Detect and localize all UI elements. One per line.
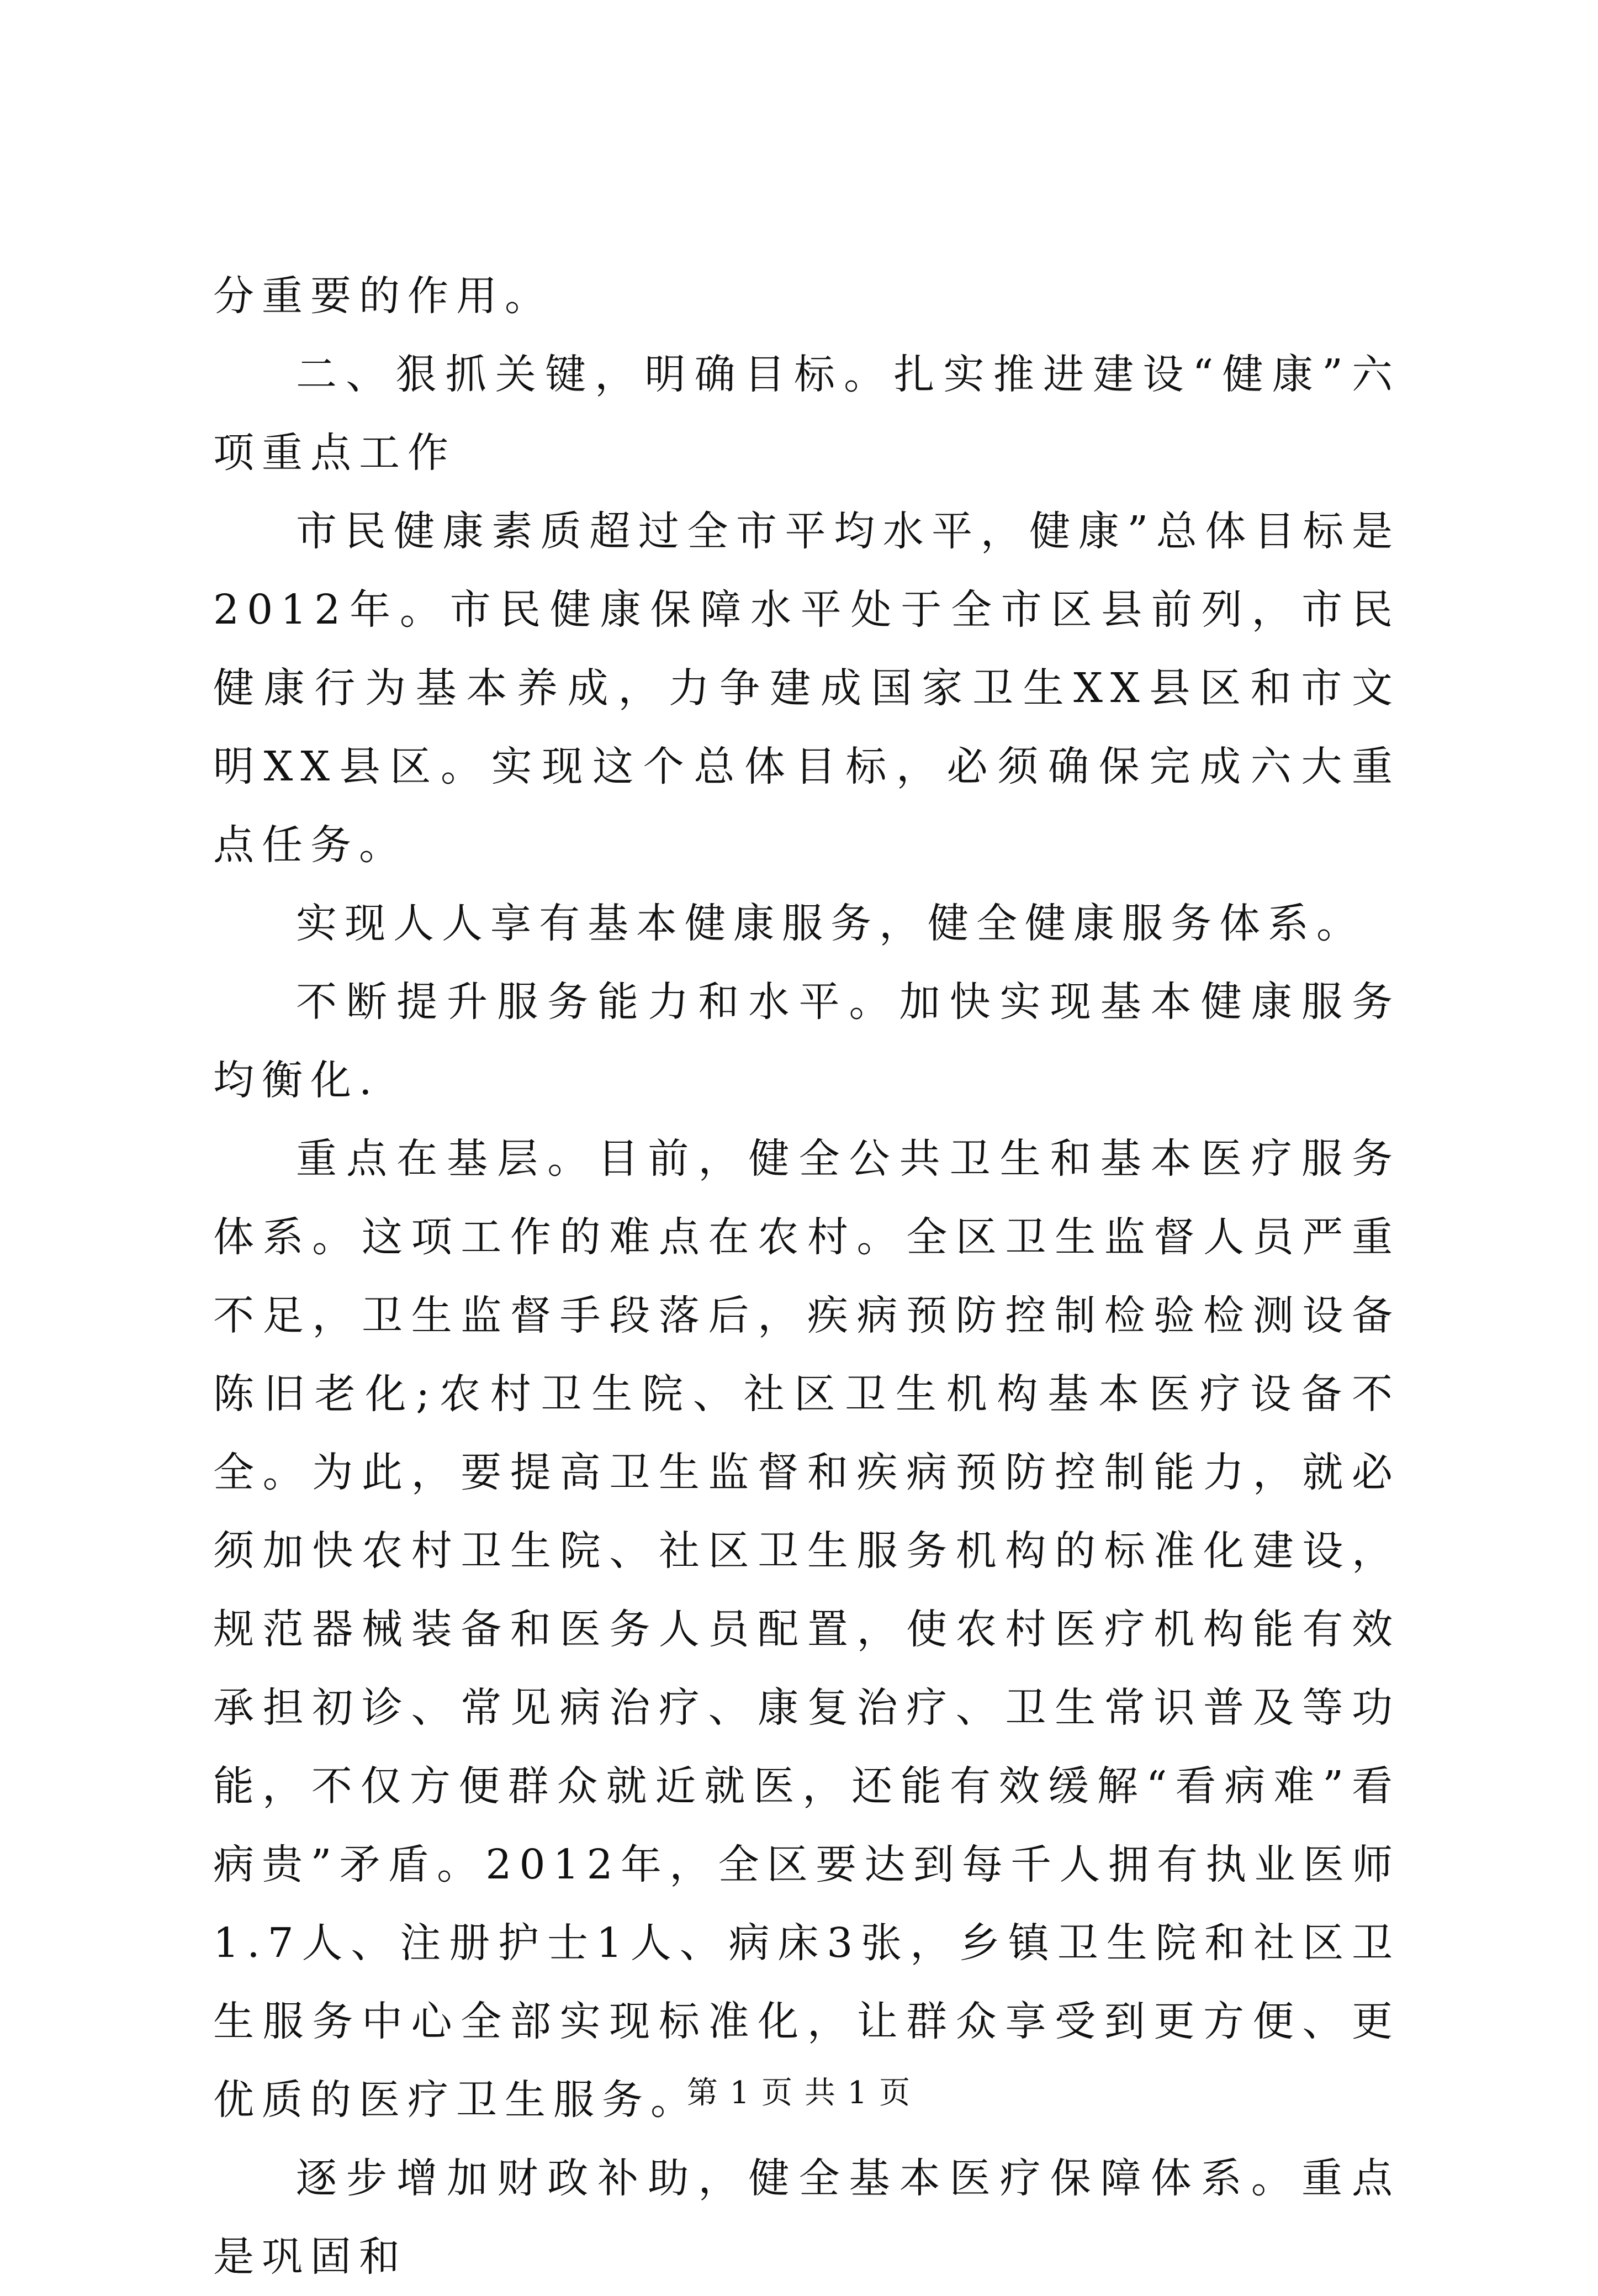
paragraph-1: 分重要的作用。: [213, 272, 553, 320]
paragraph-4: 实现人人享有基本健康服务，健全健康服务体系。: [296, 900, 1365, 947]
paragraph-5: 不断提升服务能力和水平。加快实现基本健康服务均衡化.: [213, 978, 1400, 1104]
page-footer: 第 1 页 共 1 页: [686, 2075, 912, 2111]
paragraph-7: 逐步增加财政补助，健全基本医疗保障体系。重点是巩固和: [213, 2155, 1400, 2281]
paragraph-2: 二、狠抓关键，明确目标。扎实推进建设“健康”六项重点工作: [213, 351, 1400, 477]
paragraph-6: 重点在基层。目前，健全公共卫生和基本医疗服务体系。这项工作的难点在农村。全区卫生监督人员严重不足，卫生监督手段落后，疾病预防控制检验检测设备陈旧老化;农村卫生院、社区卫生机构基本医疗设备不全。为此，要提高卫生监督和疾病预防控制能力，就必须加快农村卫生院、社区卫生服务机构的标准化建设，规范器械装备和医务人员配置，使农村医疗机构能有效承担初诊、常见病治疗、康复治疗、卫生常识普及等功能，不仅方便群众就近就医，还能有效缓解“看病难”看病贵”矛盾。2012年，全区要达到每千人拥有执业医师1.7人、注册护士1人、病床3张，乡镇卫生院和社区卫生服务中心全部实现标准化，让群众享受到更方便、更优质的医疗卫生服务。: [213, 1135, 1400, 2124]
paragraph-3: 市民健康素质超过全市平均水平，健康”总体目标是2012年。市民健康保障水平处于全市区县前列，市民健康行为基本养成，力争建成国家卫生XX县区和市文明XX县区。实现这个总体目标，必须确保完成六大重点任务。: [213, 508, 1400, 869]
document-body: [213, 257, 1400, 2296]
